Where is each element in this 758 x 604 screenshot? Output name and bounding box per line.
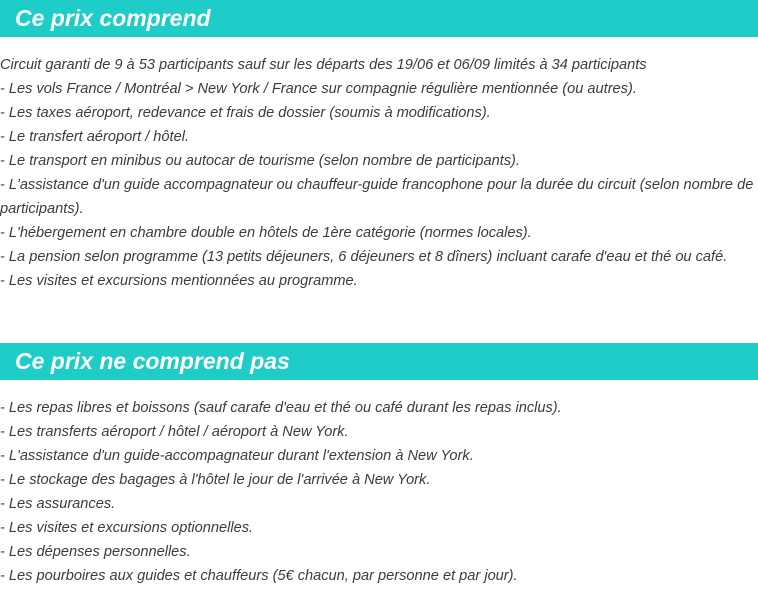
included-item: Circuit garanti de 9 à 53 participants sauf sur les départs des 19/06 et 06/09 limités à 34 participants: [0, 57, 647, 73]
included-item: - L'hébergement en chambre double en hôtels de 1ère catégorie (normes locales).: [0, 225, 532, 241]
excluded-section-title: Ce prix ne comprend pas: [15, 348, 290, 374]
excluded-items-list: [0, 396, 756, 588]
excluded-item: - Les dépenses personnelles.: [0, 544, 191, 560]
included-section-header: [0, 0, 758, 37]
excluded-section-header: [0, 343, 758, 380]
excluded-item: - Les pourboires aux guides et chauffeurs (5€ chacun, par personne et par jour).: [0, 568, 518, 584]
included-item: - Le transfert aéroport / hôtel.: [0, 129, 190, 145]
included-item: - L'assistance d'un guide accompagnateur ou chauffeur-guide francophone pour la durée du circuit (selon nombre de participants).: [0, 177, 754, 217]
excluded-item: - Les transferts aéroport / hôtel / aéroport à New York.: [0, 424, 349, 440]
excluded-item: - Le stockage des bagages à l'hôtel le jour de l'arrivée à New York.: [0, 472, 431, 488]
included-section-title: Ce prix comprend: [15, 5, 211, 31]
excluded-item: - Les visites et excursions optionnelles.: [0, 520, 254, 536]
included-item: - Le transport en minibus ou autocar de tourisme (selon nombre de participants).: [0, 153, 520, 169]
included-item: - Les taxes aéroport, redevance et frais de dossier (soumis à modifications).: [0, 105, 491, 121]
excluded-item: - L'assistance d'un guide-accompagnateur durant l'extension à New York.: [0, 448, 474, 464]
included-items-list: [0, 53, 756, 293]
included-item: - Les vols France / Montréal > New York / France sur compagnie régulière mentionnée (ou autres).: [0, 81, 637, 97]
excluded-item: - Les repas libres et boissons (sauf carafe d'eau et thé ou café durant les repas inclus).: [0, 400, 562, 416]
excluded-item: - Les assurances.: [0, 496, 116, 512]
included-item: - Les visites et excursions mentionnées au programme.: [0, 273, 358, 289]
included-item: - La pension selon programme (13 petits déjeuners, 6 déjeuners et 8 dîners) incluant carafe d'eau et thé ou café.: [0, 249, 728, 265]
